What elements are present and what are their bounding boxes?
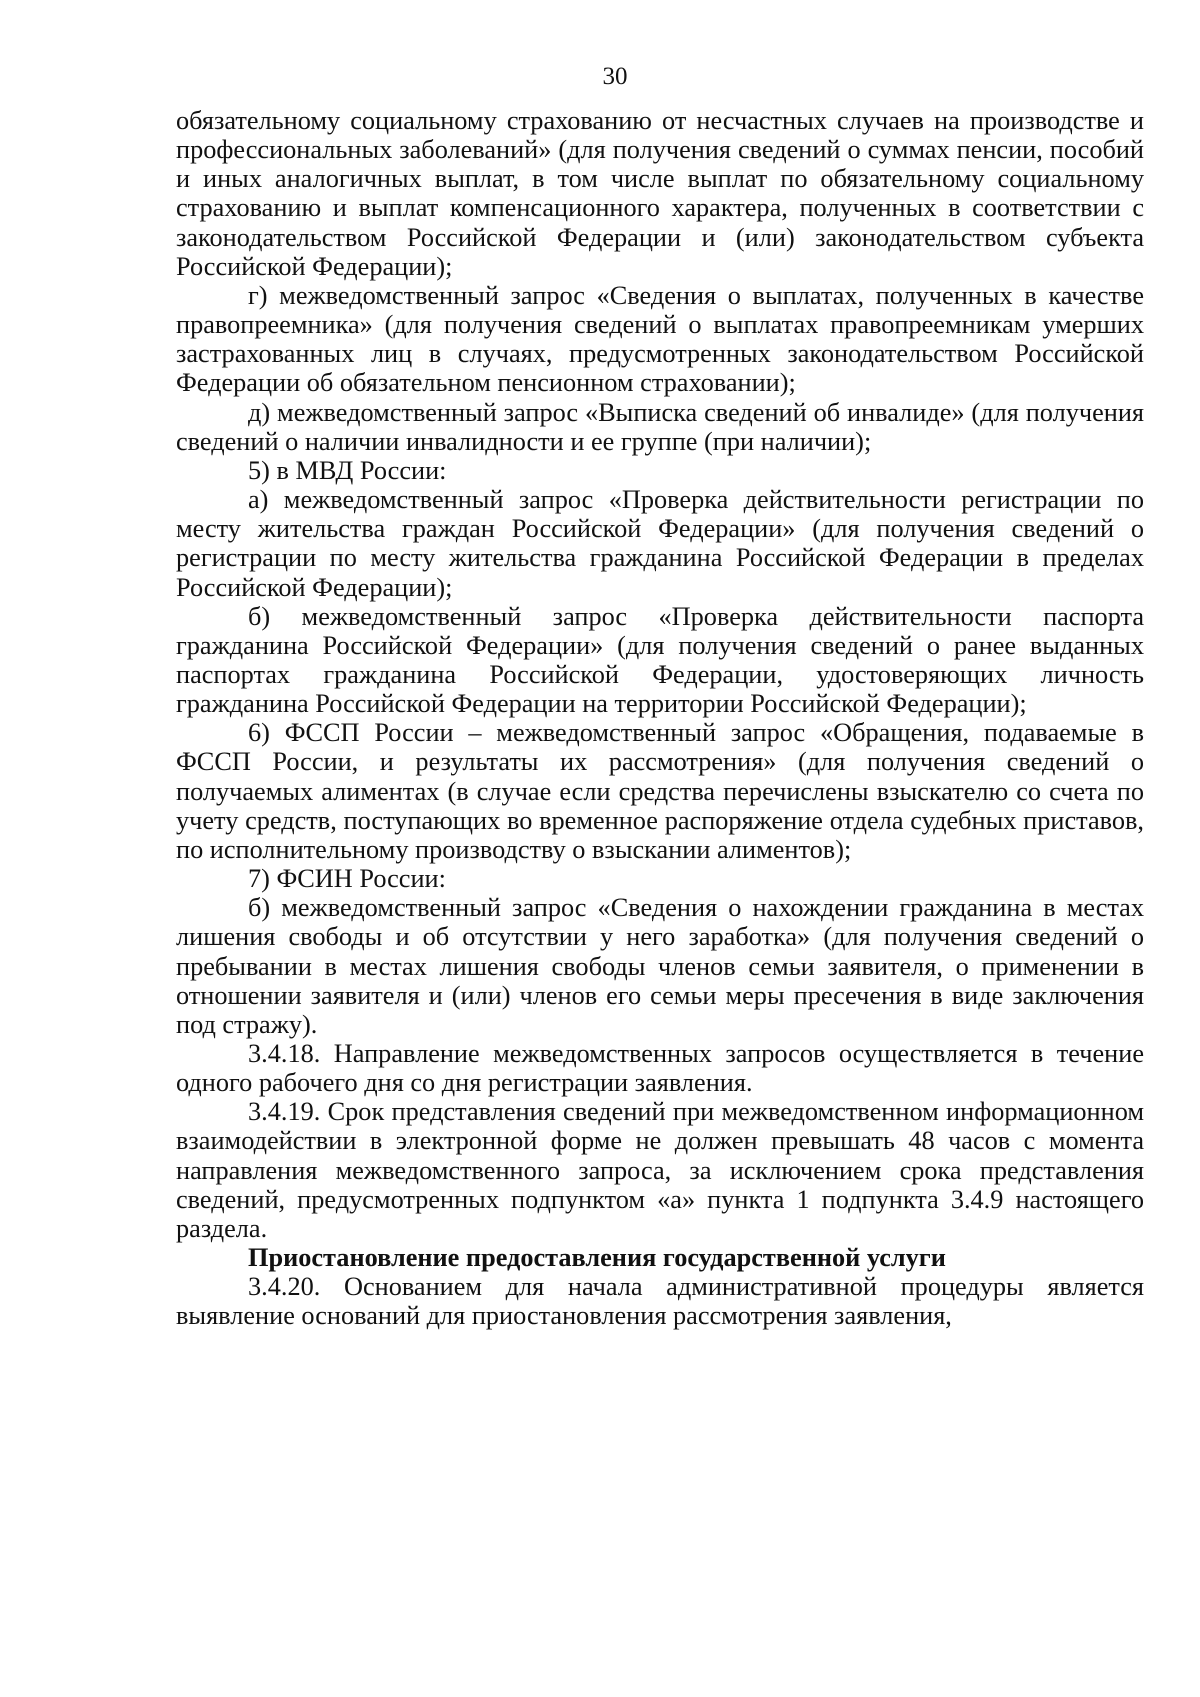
paragraph-mvd-item-a: а) межведомственный запрос «Проверка действительности регистрации по месту жительства граждан Российской Федерации» (для получения сведений о регистрации по месту жительства гражданина Российской Федерации в пределах Российской Федерации); xyxy=(176,485,1144,602)
paragraph-mvd-heading: 5) в МВД России: xyxy=(248,455,447,485)
paragraph-item-d: д) межведомственный запрос «Выписка сведений об инвалиде» (для получения сведений о наличии инвалидности и ее группе (при наличии); xyxy=(176,397,1144,456)
paragraph-continuation: обязательному социальному страхованию от несчастных случаев на производстве и профессиональных заболеваний» (для получения сведений о суммах пенсии, пособий и иных аналогичных выплат, в том числе выплат по обязательному социальному страхованию и выплат компенсационного характера, полученных в соответствии с законодательством Российской Федерации и (или) законодательством субъекта Российской Федерации); xyxy=(176,106,1144,281)
paragraph-item-g: г) межведомственный запрос «Сведения о выплатах, полученных в качестве правопреемника» (для получения сведений о выплатах правопреемникам умерших застрахованных лиц в случаях, предусмотренных законодательством Российской Федерации об обязательном пенсионном страховании); xyxy=(176,280,1144,398)
paragraph-mvd-item-b: б) межведомственный запрос «Проверка действительности паспорта гражданина Российской Федерации» (для получения сведений о ранее выданных паспортах гражданина Российской Федерации, удостоверяющих личность гражданина Российской Федерации на территории Российской Федерации); xyxy=(176,601,1144,719)
paragraph-3-4-20: 3.4.20. Основанием для начала административной процедуры является выявление оснований для приостановления рассмотрения заявления, xyxy=(176,1272,1144,1331)
paragraph-fsin-item-b: б) межведомственный запрос «Сведения о нахождении гражданина в местах лишения свободы и об отсутствии у него заработка» (для получения сведений о пребывании в местах лишения свободы членов семьи заявителя, о применении в отношении заявителя и (или) членов его семьи меры пресечения в виде заключения под стражу). xyxy=(176,893,1144,1039)
paragraph-3-4-18: 3.4.18. Направление межведомственных запросов осуществляется в течение одного рабочего дня со дня регистрации заявления. xyxy=(176,1039,1144,1098)
page-number: 30 xyxy=(602,63,628,90)
paragraph-fsin-heading: 7) ФСИН России: xyxy=(248,864,446,894)
paragraph-fssp: 6) ФССП России – межведомственный запрос «Обращения, подаваемые в ФССП России, и результаты их рассмотрения» (для получения сведений о получаемых алиментах (в случае если средства перечислены взыскателю со счета по учету средств, поступающих во временное распоряжение отдела судебных приставов, по исполнительному производству о взыскании алиментов); xyxy=(176,718,1144,864)
paragraph-3-4-19: 3.4.19. Срок представления сведений при межведомственном информационном взаимодействии в электронной форме не должен превышать 48 часов с момента направления межведомственного запроса, за исключением срока представления сведений, предусмотренных подпунктом «а» пункта 1 подпункта 3.4.9 настоящего раздела. xyxy=(176,1097,1144,1243)
document-body xyxy=(176,106,1144,1331)
section-heading: Приостановление предоставления государственной услуги xyxy=(248,1243,946,1273)
